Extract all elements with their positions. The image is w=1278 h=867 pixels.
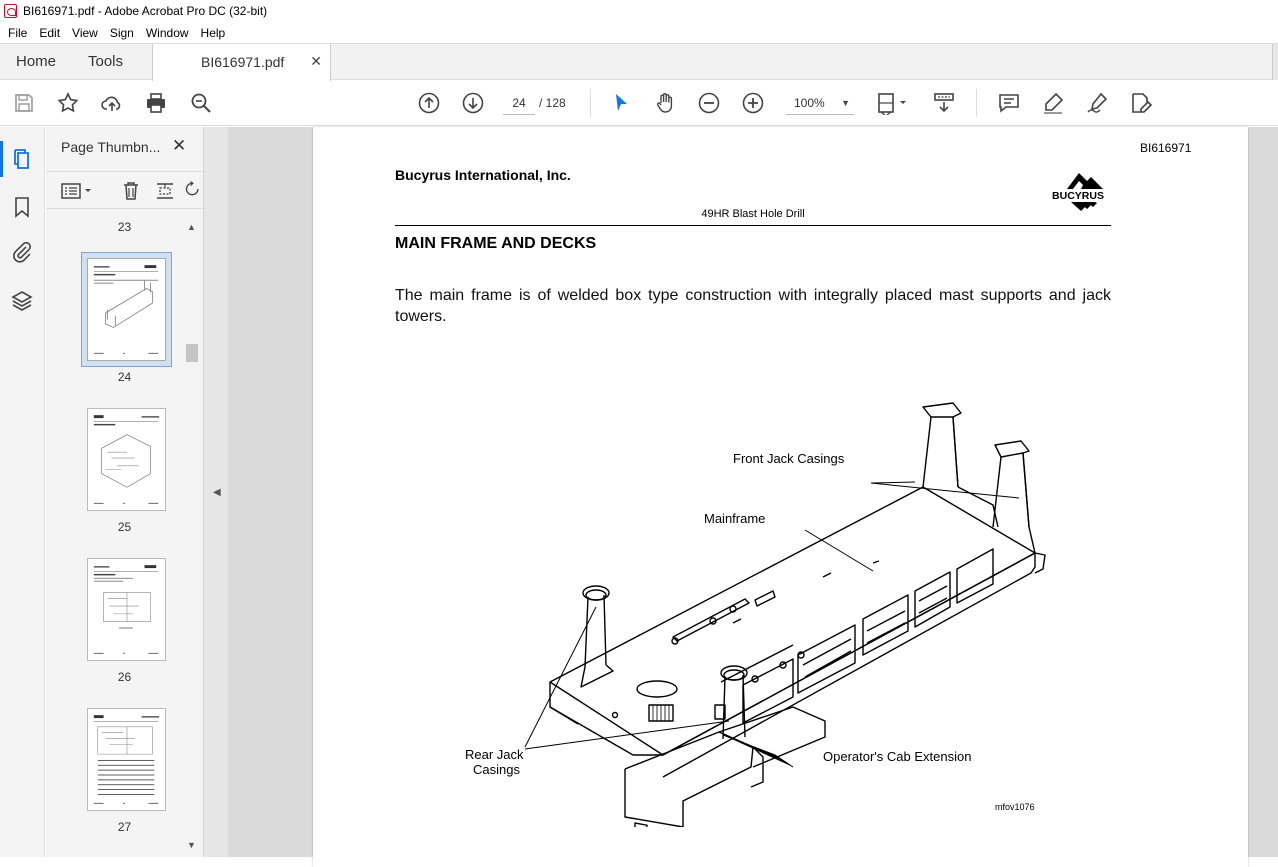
print-icon[interactable] [144, 91, 168, 115]
page-thumbnails-panel [46, 127, 203, 857]
figure-code: mfov1076 [995, 802, 1035, 812]
panel-title: Page Thumbn... [61, 139, 161, 155]
thumbnail-options-icon[interactable] [60, 180, 96, 202]
thumbnail-preview [88, 709, 165, 810]
toolbar-divider [590, 89, 591, 117]
scroll-mode-icon[interactable] [932, 91, 956, 115]
acrobat-icon [4, 4, 17, 18]
label-front-jack-casings: Front Jack Casings [733, 451, 845, 466]
logo-text: BUCYRUS [1052, 190, 1104, 202]
menu-file[interactable]: File [8, 25, 28, 40]
menu-edit[interactable]: Edit [39, 25, 61, 40]
zoom-in-icon[interactable] [741, 91, 765, 115]
label-casings: Casings [473, 762, 520, 777]
tab-home[interactable]: Home [16, 53, 57, 70]
chevron-down-icon: ▼ [841, 98, 850, 108]
thumbnail-preview [88, 259, 165, 360]
zoom-search-icon[interactable] [189, 91, 213, 115]
panel-collapse-handle[interactable] [203, 127, 228, 857]
hand-tool-icon[interactable] [653, 91, 677, 115]
title-bar [0, 0, 1278, 22]
delete-page-icon[interactable] [120, 180, 142, 202]
page-number-input[interactable]: 24 [503, 91, 535, 115]
sign-pen-icon[interactable] [1085, 91, 1109, 115]
menu-sign[interactable]: Sign [109, 25, 134, 40]
thumbnail-page-number: 24 [117, 370, 132, 384]
label-rear-jack: Rear Jack [465, 747, 524, 762]
tab-bar [0, 43, 1278, 80]
layers-icon[interactable] [10, 289, 34, 313]
thumbnail-page-number: 23 [117, 220, 132, 234]
panel-toolbar [46, 171, 203, 209]
save-icon[interactable] [12, 91, 36, 115]
thumbnail-preview [88, 559, 165, 660]
page-thumbnails-icon[interactable] [10, 147, 34, 171]
thumbnail-scrollbar[interactable] [183, 220, 201, 857]
scroll-up-icon[interactable]: ▲ [187, 222, 196, 232]
document-id: BI616971 [1140, 141, 1192, 155]
bucyrus-logo [1043, 167, 1113, 211]
collapse-left-icon[interactable]: ◀ [213, 487, 221, 498]
next-page-icon[interactable] [461, 91, 485, 115]
label-operators-cab-extension: Operator's Cab Extension [823, 749, 972, 764]
tab-bar-edge [1272, 44, 1278, 80]
menu-bar [0, 22, 1278, 43]
header-rule [395, 225, 1111, 226]
star-icon[interactable] [56, 91, 80, 115]
window-title: BI616971.pdf - Adobe Acrobat Pro DC (32-bit) [23, 4, 268, 18]
bookmark-icon[interactable] [10, 195, 34, 219]
scrollbar-thumb[interactable] [186, 344, 198, 362]
label-mainframe: Mainframe [704, 511, 766, 526]
thumbnail-page-number: 26 [117, 670, 132, 684]
section-heading: MAIN FRAME AND DECKS [395, 235, 597, 252]
thumbnail-page-25[interactable] [87, 408, 166, 511]
thumbnail-page-number: 27 [117, 820, 132, 834]
thumbnail-page-27[interactable] [87, 708, 166, 811]
toolbar-divider [976, 89, 977, 117]
tab-document[interactable] [152, 44, 331, 81]
comment-icon[interactable] [997, 91, 1021, 115]
scroll-down-icon[interactable]: ▼ [187, 840, 196, 850]
edit-pdf-icon[interactable] [1129, 91, 1153, 115]
rotate-page-icon[interactable] [184, 180, 202, 202]
zoom-out-icon[interactable] [697, 91, 721, 115]
thumbnail-page-24[interactable] [81, 252, 172, 367]
close-panel-icon[interactable]: ✕ [172, 136, 187, 155]
document-subtitle: 49HR Blast Hole Drill [701, 208, 805, 220]
page-fit-icon[interactable] [877, 91, 913, 115]
attachment-icon[interactable] [10, 240, 34, 264]
thumbnail-preview [88, 409, 165, 510]
company-name: Bucyrus International, Inc. [395, 167, 571, 183]
previous-page-icon[interactable] [417, 91, 441, 115]
close-tab-icon[interactable]: ✕ [310, 53, 322, 69]
select-cursor-icon[interactable] [609, 91, 633, 115]
menu-help[interactable]: Help [200, 25, 226, 40]
page-total: / 128 [539, 96, 566, 110]
document-view[interactable] [228, 127, 1278, 857]
thumbnail-list [46, 210, 203, 857]
highlight-pen-icon[interactable] [1041, 91, 1065, 115]
menu-view[interactable]: View [72, 25, 98, 40]
zoom-level-select[interactable] [786, 91, 854, 115]
extract-pages-icon[interactable] [154, 180, 176, 202]
menu-window[interactable]: Window [145, 25, 189, 40]
tab-tools[interactable]: Tools [88, 53, 124, 70]
tab-document-label: BI616971.pdf [201, 54, 285, 70]
body-paragraph: The main frame is of welded box type construction with integrally placed mast supports and jack towers. [395, 287, 1111, 325]
mainframe-figure [453, 387, 1133, 827]
zoom-level-value: 100% [794, 96, 825, 110]
thumbnail-page-26[interactable] [87, 558, 166, 661]
pdf-page [313, 127, 1248, 867]
toolbar [0, 81, 1278, 126]
thumbnail-page-number: 25 [117, 520, 132, 534]
upload-icon[interactable] [100, 91, 124, 115]
left-rail [0, 127, 45, 857]
